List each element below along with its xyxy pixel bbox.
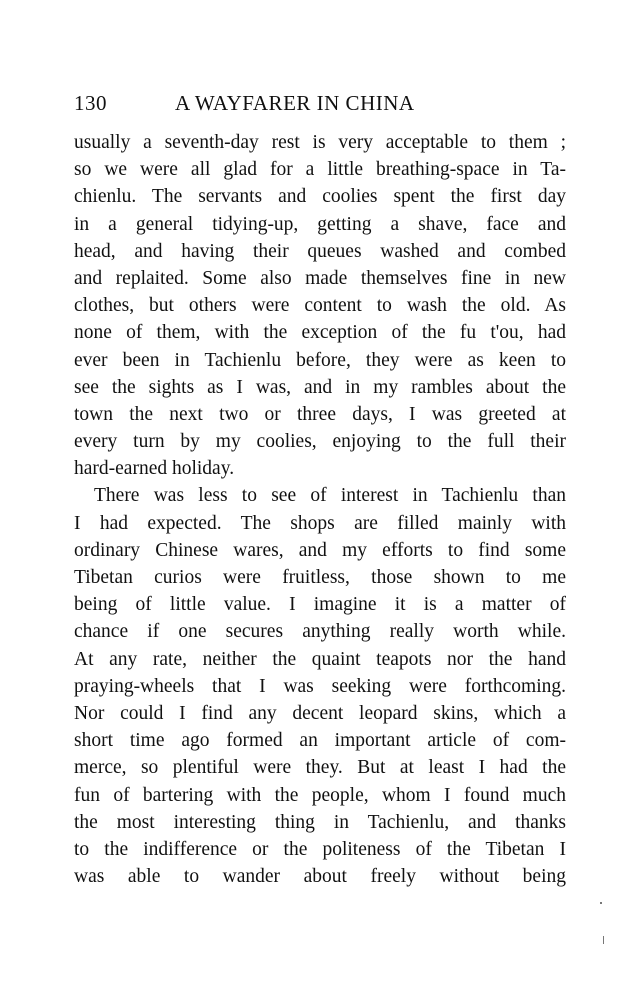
text-line: merce, so plentiful were they. But at least I had the	[74, 757, 566, 779]
text-line: There was less to see of interest in Tachienlu than	[94, 485, 566, 507]
paragraph-1	[74, 129, 566, 482]
scan-speck	[600, 902, 602, 904]
page-number: 130	[74, 91, 107, 115]
text-line: every turn by my coolies, enjoying to the full their	[74, 431, 566, 453]
text-line: usually a seventh-day rest is very acceptable to them ;	[74, 132, 566, 153]
text-line: being of little value. I imagine it is a matter of	[74, 594, 566, 616]
text-line: was able to wander about freely without being	[74, 866, 566, 888]
text-line: I had expected. The shops are filled mainly with	[74, 512, 566, 534]
text-line: praying-wheels that I was seeking were forthcoming.	[74, 675, 566, 697]
body-text	[74, 129, 566, 890]
text-line: clothes, but others were content to wash the old. As	[74, 295, 566, 317]
text-line: fun of bartering with the people, whom I found much	[74, 784, 566, 806]
running-title: A WAYFARER IN CHINA	[175, 91, 415, 115]
text-line: Nor could I find any decent leopard skins, which a	[74, 702, 566, 724]
text-line: none of them, with the exception of the fu t'ou, had	[74, 322, 566, 344]
text-line: see the sights as I was, and in my rambles about the	[74, 376, 566, 398]
text-line: head, and having their queues washed and combed	[74, 240, 566, 262]
paragraph-2	[74, 482, 566, 890]
scan-speck	[603, 936, 604, 944]
text-line: Tibetan curios were fruitless, those shown to me	[74, 567, 566, 588]
text-line: ever been in Tachienlu before, they were as keen to	[74, 349, 566, 371]
text-line: hard-earned holiday.	[74, 458, 235, 480]
text-line: short time ago formed an important article of com-	[74, 730, 566, 752]
text-line: in a general tidying-up, getting a shave, face and	[74, 213, 566, 235]
running-head	[74, 91, 474, 121]
text-line: town the next two or three days, I was greeted at	[74, 403, 566, 425]
text-line: chienlu. The servants and coolies spent the first day	[74, 186, 566, 208]
text-line: so we were all glad for a little breathing-space in Ta-	[74, 159, 566, 181]
text-line: the most interesting thing in Tachienlu, and thanks	[74, 811, 566, 833]
text-line: to the indifference or the politeness of the Tibetan I	[74, 838, 566, 860]
text-line: chance if one secures anything really worth while.	[74, 621, 566, 643]
text-line: At any rate, neither the quaint teapots nor the hand	[74, 648, 566, 670]
text-line: and replaited. Some also made themselves fine in new	[74, 267, 566, 289]
text-line: ordinary Chinese wares, and my efforts to find some	[74, 539, 566, 561]
